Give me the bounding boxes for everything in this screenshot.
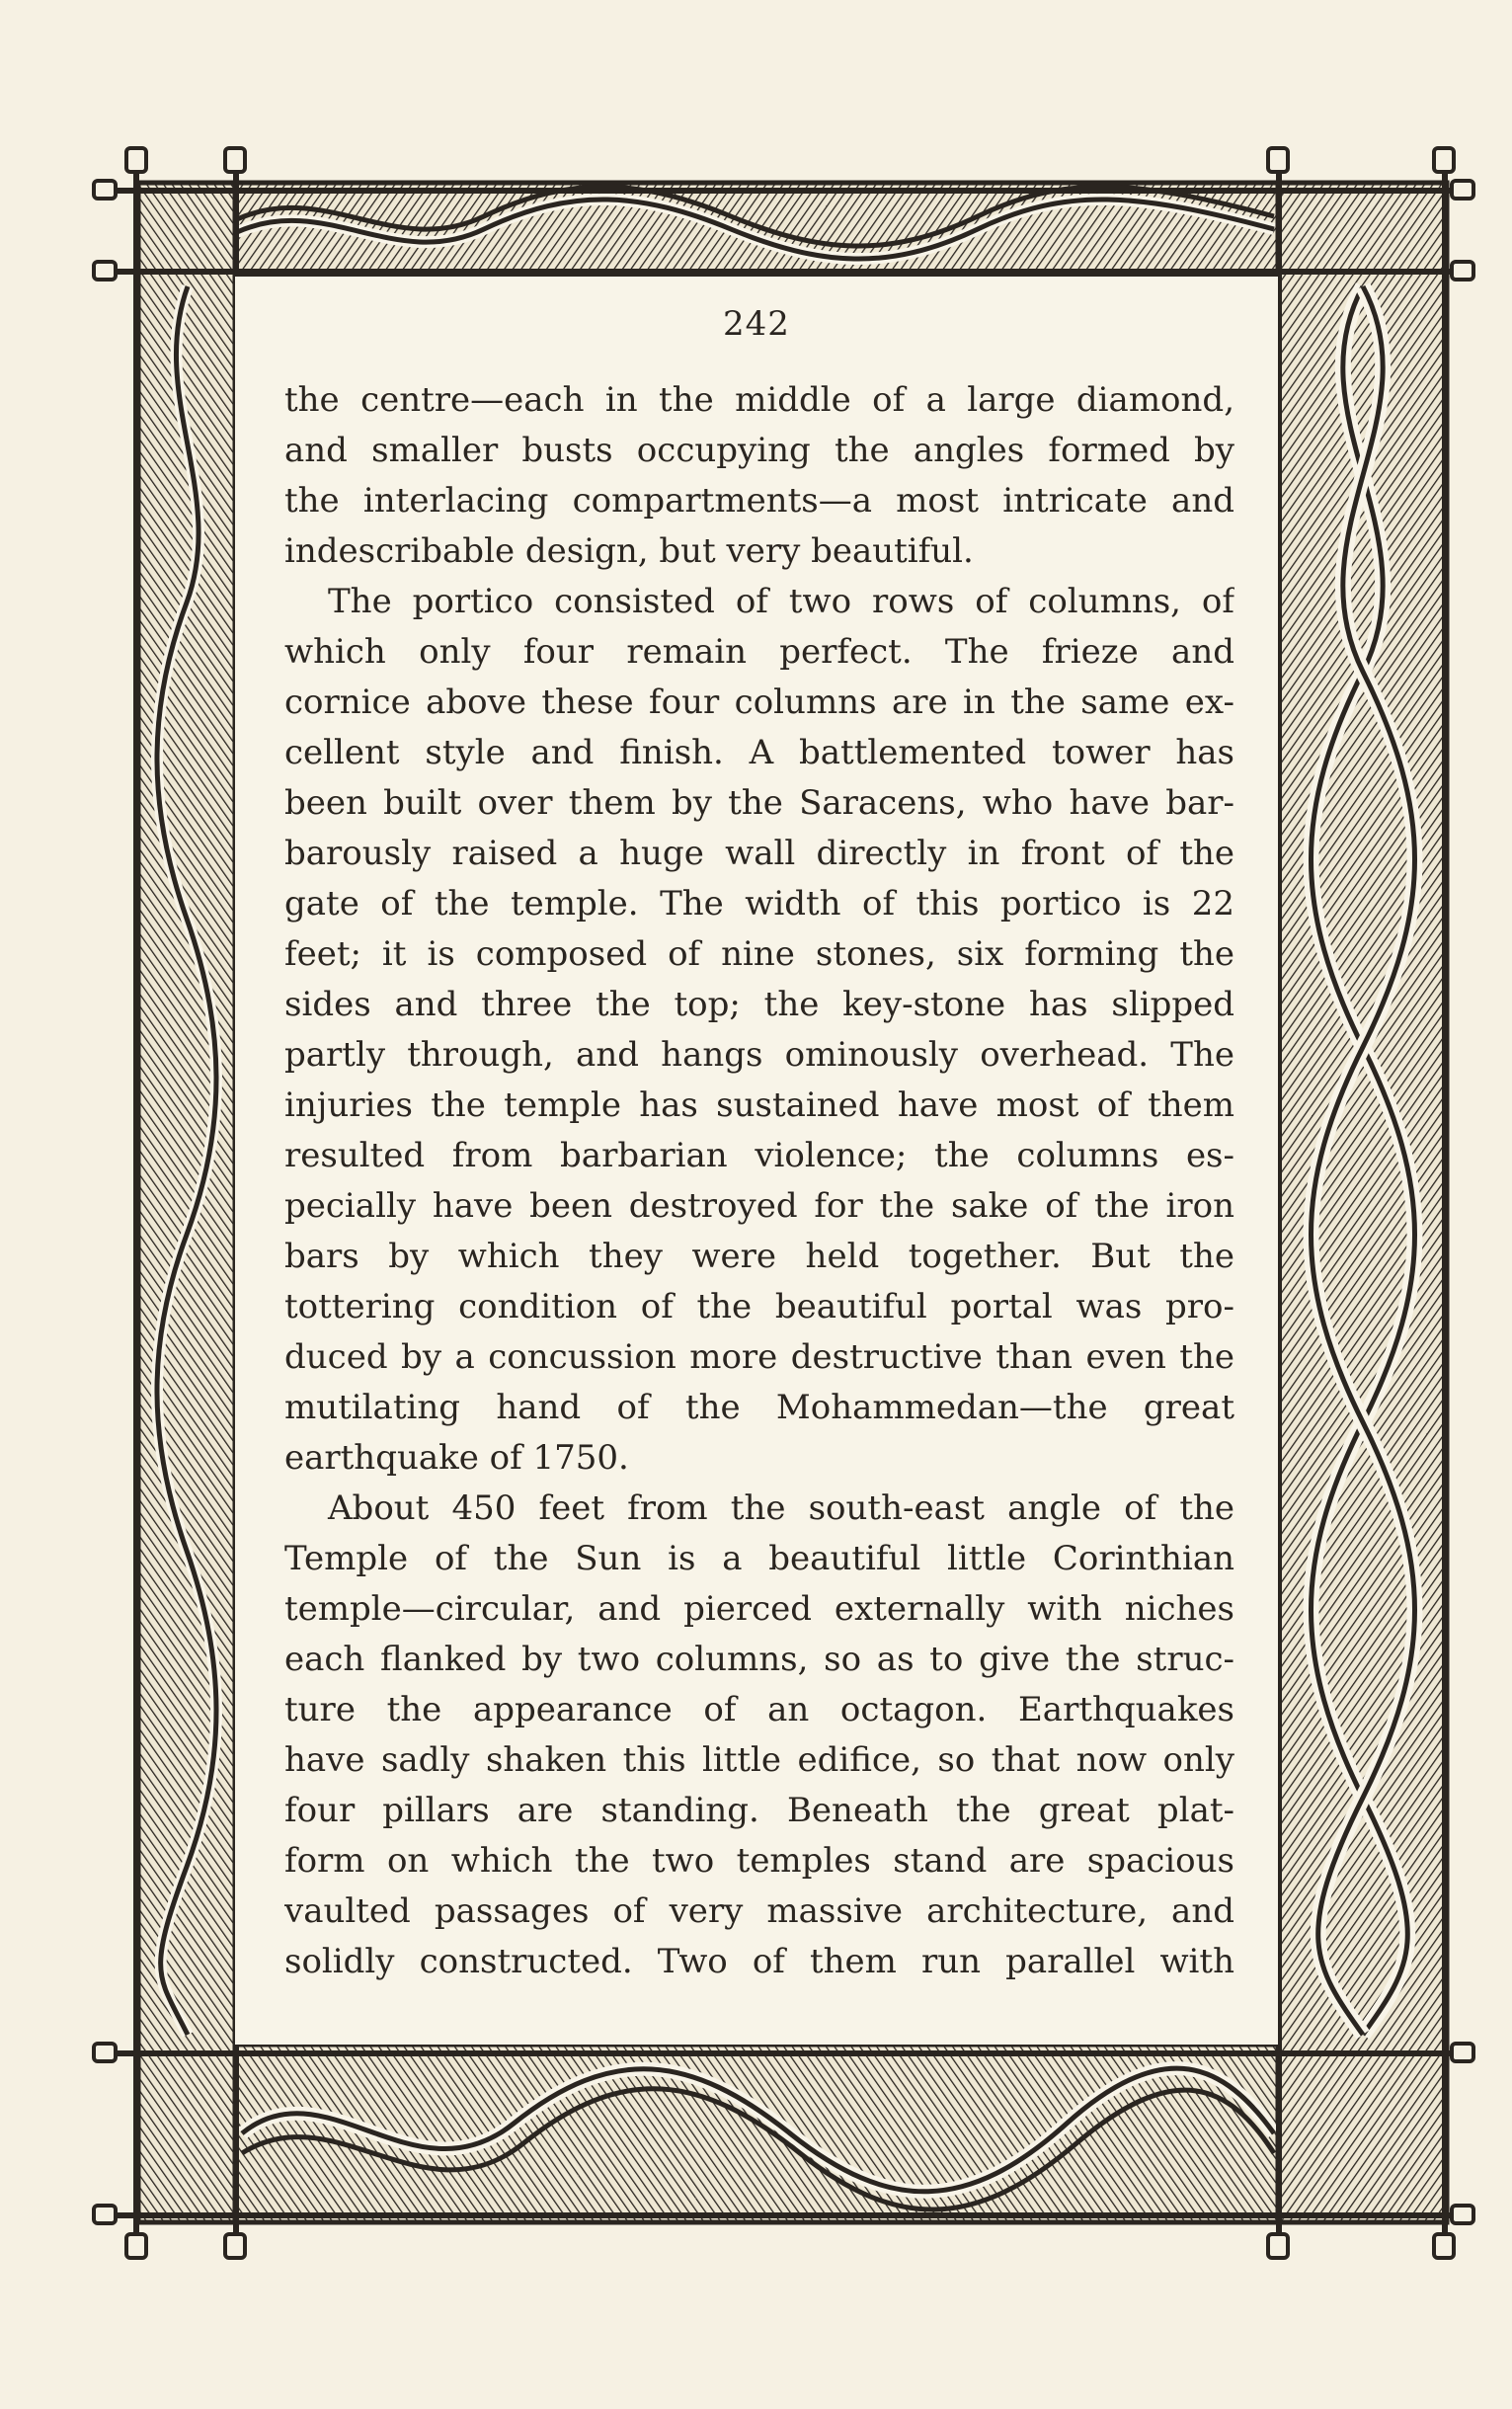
text-line: gate of the temple. The width of this portico is 22 xyxy=(284,884,1234,923)
text-line: the centre—each in the middle of a large diamond, xyxy=(284,380,1234,420)
text-line: injuries the temple has sustained have most of them xyxy=(284,1085,1234,1125)
text-line: partly through, and hangs ominously overhead. The xyxy=(284,1035,1234,1075)
text-line: feet; it is composed of nine stones, six forming the xyxy=(284,934,1234,974)
text-line: resulted from barbarian violence; the columns es- xyxy=(284,1136,1234,1175)
text-line: The portico consisted of two rows of columns, of xyxy=(328,582,1234,621)
text-line: four pillars are standing. Beneath the great plat- xyxy=(284,1791,1234,1830)
frame-left-band xyxy=(138,183,235,2222)
text-line: Temple of the Sun is a beautiful little Corinthian xyxy=(284,1539,1234,1578)
text-panel xyxy=(235,277,1278,2045)
text-line: indescribable design, but very beautiful. xyxy=(284,531,974,571)
text-line: solidly constructed. Two of them run parallel with xyxy=(284,1942,1234,1981)
text-line: ture the appearance of an octagon. Earthquakes xyxy=(284,1690,1234,1729)
text-line: form on which the two temples stand are spacious xyxy=(284,1841,1234,1881)
text-line: duced by a concussion more destructive than even the xyxy=(284,1337,1234,1377)
text-line: each flanked by two columns, so as to give the struc- xyxy=(284,1640,1234,1679)
text-line: the interlacing compartments—a most intricate and xyxy=(284,481,1234,521)
text-line: which only four remain perfect. The frieze and xyxy=(284,632,1234,672)
text-line: About 450 feet from the south-east angle of the xyxy=(328,1488,1234,1528)
text-line: cellent style and finish. A battlemented tower has xyxy=(284,733,1234,772)
text-line: cornice above these four columns are in the same ex- xyxy=(284,683,1234,722)
text-line: have sadly shaken this little edifice, so that now only xyxy=(284,1740,1234,1780)
text-line: mutilating hand of the Mohammedan—the great xyxy=(284,1388,1234,1427)
text-line: earthquake of 1750. xyxy=(284,1438,629,1478)
text-line: vaulted passages of very massive architecture, and xyxy=(284,1891,1234,1931)
text-line: and smaller busts occupying the angles formed by xyxy=(284,431,1234,470)
text-line: bars by which they were held together. But the xyxy=(284,1237,1234,1276)
text-line: barously raised a huge wall directly in front of the xyxy=(284,834,1234,873)
text-line: temple—circular, and pierced externally with niches xyxy=(284,1589,1234,1629)
text-line: been built over them by the Saracens, who have bar- xyxy=(284,783,1234,823)
body-text xyxy=(284,375,1234,1987)
text-line: sides and three the top; the key-stone has slipped xyxy=(284,985,1234,1024)
page-number: 242 xyxy=(723,304,790,344)
text-line: tottering condition of the beautiful portal was pro- xyxy=(284,1287,1234,1326)
text-line: pecially have been destroyed for the sake of the iron xyxy=(284,1186,1234,1226)
